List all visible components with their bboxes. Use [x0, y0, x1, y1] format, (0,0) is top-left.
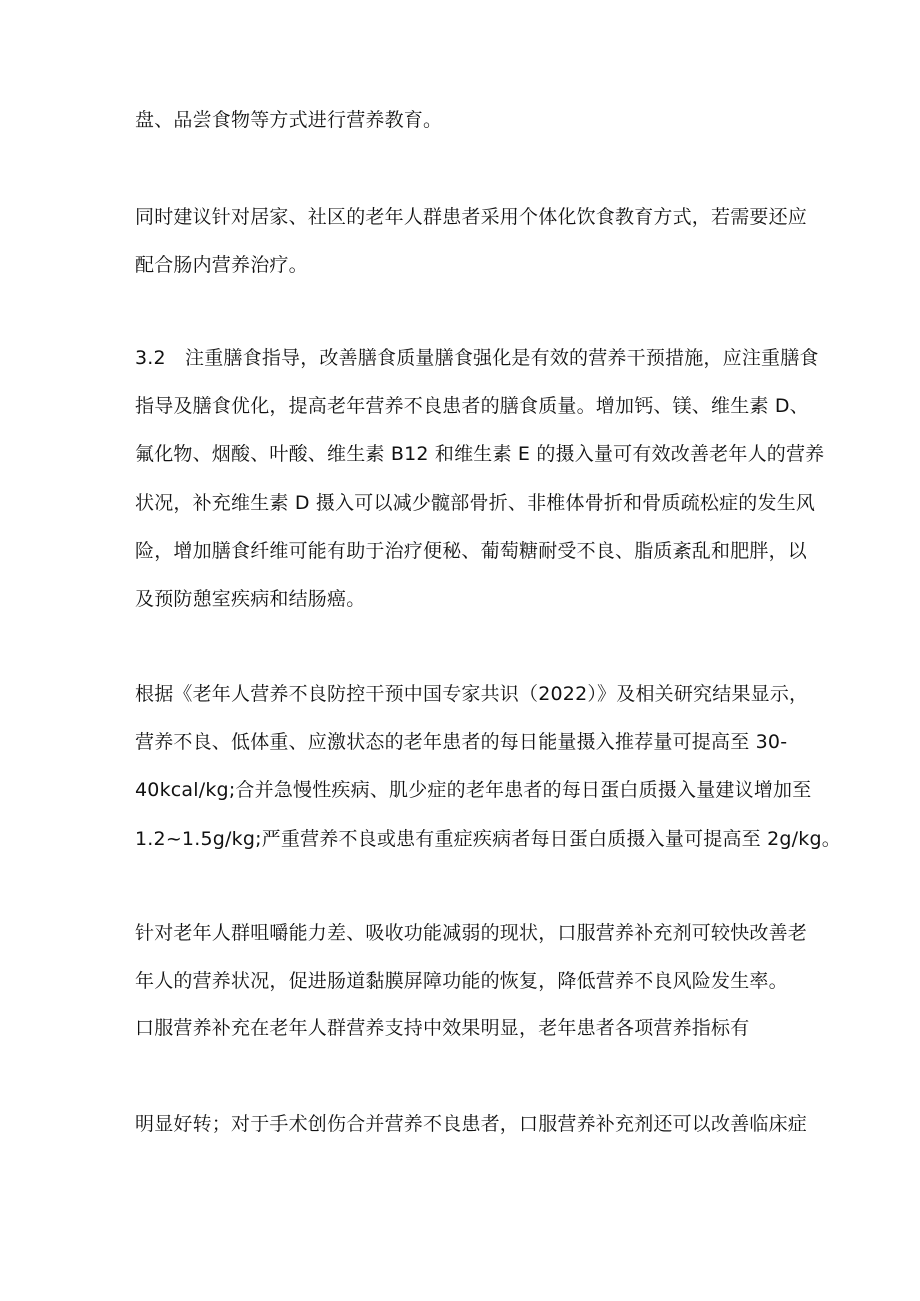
- paragraph-5-line-2: 年人的营养状况，促进肠道黏膜屏障功能的恢复，降低营养不良风险发生率。: [135, 970, 788, 992]
- paragraph-4-line-1: 根据《老年人营养不良防控干预中国专家共识（2022）》及相关研究结果显示，: [135, 683, 809, 705]
- paragraph-4-line-3: 40kcal/kg;合并急慢性疾病、肌少症的老年患者的每日蛋白质摄入量建议增加至: [135, 779, 812, 801]
- paragraph-5-line-1: 针对老年人群咀嚼能力差、吸收功能减弱的现状，口服营养补充剂可较快改善老: [135, 922, 808, 944]
- paragraph-2-line-1: 同时建议针对居家、社区的老年人群患者采用个体化饮食教育方式，若需要还应: [135, 206, 808, 228]
- paragraph-3-line-3: 氟化物、烟酸、叶酸、维生素 B12 和维生素 E 的摄入量可有效改善老年人的营养: [135, 443, 825, 465]
- paragraph-4-line-4: 1.2~1.5g/kg;严重营养不良或患有重症疾病者每日蛋白质摄入量可提高至 2g/kg。: [135, 828, 841, 850]
- paragraph-5-line-3: 口服营养补充在老年人群营养支持中效果明显，老年患者各项营养指标有: [135, 1017, 750, 1039]
- paragraph-4-line-2: 营养不良、低体重、应激状态的老年患者的每日能量摄入推荐量可提高至 30-: [135, 731, 788, 753]
- paragraph-3-line-6: 及预防憩室疾病和结肠癌。: [135, 588, 366, 610]
- paragraph-3-line-2: 指导及膳食优化，提高老年营养不良患者的膳食质量。增加钙、镁、维生素 D、: [135, 395, 809, 417]
- paragraph-3-line-5: 险，增加膳食纤维可能有助于治疗便秘、葡萄糖耐受不良、脂质紊乱和肥胖，以: [135, 540, 808, 562]
- paragraph-6-line-1: 明显好转；对于手术创伤合并营养不良患者，口服营养补充剂还可以改善临床症: [135, 1113, 808, 1135]
- paragraph-3-line-4: 状况，补充维生素 D 摄入可以减少髋部骨折、非椎体骨折和骨质疏松症的发生风: [135, 492, 816, 514]
- paragraph-3-line-1: 3.2 注重膳食指导，改善膳食质量膳食强化是有效的营养干预措施，应注重膳食: [135, 347, 819, 369]
- paragraph-1-line-1: 盘、品尝食物等方式进行营养教育。: [135, 109, 443, 131]
- paragraph-2-line-2: 配合肠内营养治疗。: [135, 254, 308, 276]
